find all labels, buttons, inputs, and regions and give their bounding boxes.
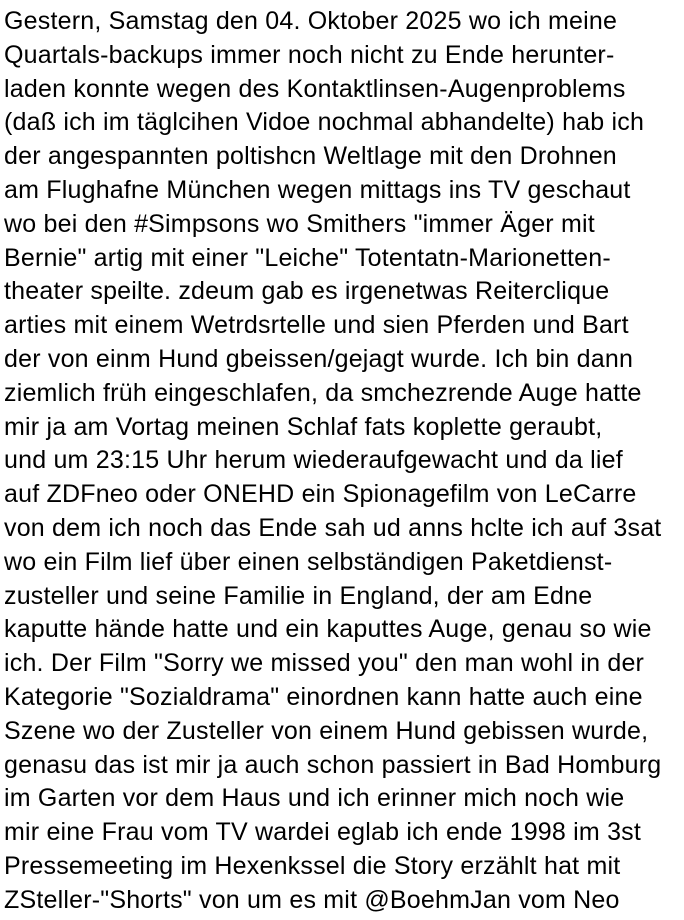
text-line: ich. Der Film "Sorry we missed you" den man wohl in der	[4, 649, 645, 678]
text-line: auf ZDFneo oder ONEHD ein Spionagefilm von LeCarre	[4, 480, 637, 509]
text-line: im Garten vor dem Haus und ich erinner mich noch wie	[4, 784, 625, 813]
text-line: laden konnte wegen des Kontaktlinsen-Augenproblems	[4, 74, 626, 103]
text-line: am Flughafne München wegen mittags ins TV geschaut	[4, 175, 631, 204]
text-line: wo bei den #Simpsons wo Smithers "immer Äger mit	[4, 209, 595, 238]
text-line: Gestern, Samstag den 04. Oktober 2025 wo ich meine	[4, 7, 618, 35]
text-line: Quartals-backups immer noch nicht zu Ende herunter-	[4, 40, 615, 69]
text-line: der angespannten poltishcn Weltlage mit den Drohnen	[4, 142, 617, 171]
text-line: der von einm Hund gbeissen/gejagt wurde. Ich bin dann	[4, 344, 634, 373]
text-line: zusteller und seine Familie in England, der am Edne	[4, 581, 593, 610]
text-line: genasu das ist mir ja auch schon passiert in Bad Homburg	[4, 750, 662, 779]
text-line: ziemlich früh eingeschlafen, da smchezrende Auge hatte	[4, 378, 642, 407]
text-line: Kategorie "Sozialdrama" einordnen kann hatte auch eine	[4, 682, 643, 711]
text-line: und um 23:15 Uhr herum wiederaufgewacht und da lief	[4, 446, 623, 475]
text-line: Bernie" artig mit einer "Leiche" Totentatn-Marionetten-	[4, 243, 611, 272]
text-line: theater speilte. zdeum gab es irgenetwas Reiterclique	[4, 277, 610, 306]
diary-text-block	[4, 5, 684, 918]
text-line: wo ein Film lief über einen selbständigen Paketdienst-	[4, 547, 613, 576]
text-line: ZSteller-"Shorts" von um es mit @BoehmJan vom Neo	[4, 885, 620, 914]
text-line: kaputte hände hatte und ein kaputtes Auge, genau so wie	[4, 615, 652, 644]
text-line: Pressemeeting im Hexenkssel die Story erzählt hat mit	[4, 851, 621, 880]
text-line: arties mit einem Wetrdsrtelle und sien Pferden und Bart	[4, 311, 629, 340]
text-line: von dem ich noch das Ende sah ud anns hclte ich auf 3sat	[4, 513, 662, 542]
text-line: Szene wo der Zusteller von einem Hund gebissen wurde,	[4, 716, 649, 745]
text-line: mir ja am Vortag meinen Schlaf fats koplette geraubt,	[4, 412, 603, 441]
text-line: mir eine Frau vom TV wardei eglab ich ende 1998 im 3st	[4, 818, 642, 847]
text-line: (daß ich im täglcihen Vidoe nochmal abhandelte) hab ich	[4, 108, 645, 137]
